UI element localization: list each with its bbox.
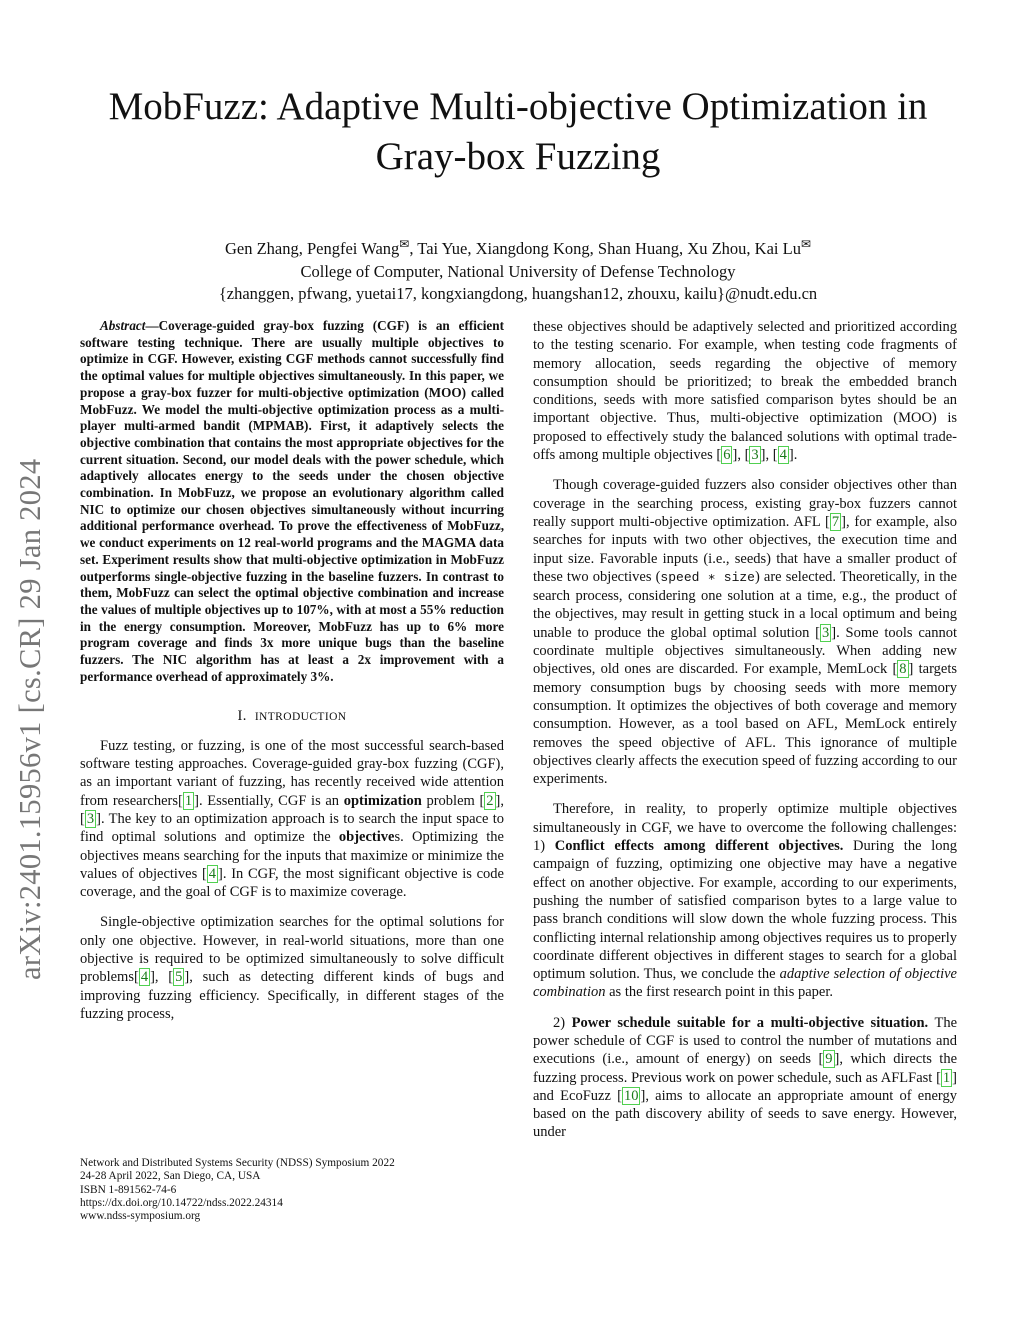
right-column [533,318,957,1154]
left-column [80,318,504,1035]
citation-link[interactable]: 3 [86,810,95,827]
citation-link[interactable]: 1 [184,792,193,809]
citation-link[interactable]: 4 [208,865,217,882]
venue-footnote: Network and Distributed Systems Security (NDSS) Symposium 2022 24-28 April 2022, San Diego, CA, USA ISBN 1-891562-74-6 https://dx.doi.org/10.14722/ndss.2022.24314 www.ndss-symposium.org [80,1157,504,1223]
section-heading-introduction: I. INTRODUCTION [237,708,347,725]
right-paragraph-1: these objectives should be adaptively selected and prioritized according to the testing scenario. For example, when testing code fragments of memory allocation, seeds regarding the objective of memory consumption should be prioritized; to break the embedded branch conditions, seeds with more satisfied comparison bytes should be an important objective. Thus, multi-objective optimization (MOO) is proposed to effectively study the balanced solutions with optimal trade-offs among multiple objectives [ 6 ], [ 3 ], [ 4 ]. [533,319,957,464]
citation-link[interactable]: 5 [175,969,183,986]
citation-link[interactable]: 3 [751,447,759,464]
author-block [40,238,996,305]
citation-link[interactable]: 10 [623,1087,639,1104]
doi-link[interactable]: https://dx.doi.org/10.14722/ndss.2022.24314 [80,1196,283,1209]
citation-link[interactable]: 6 [723,447,731,464]
right-paragraph-4: 2) Power schedule suitable for a multi-objective situation. The power schedule of CGF is used to control the number of mutations and executions (i.e., amount of energy) on seeds [ 9 ], which directs the fuzzing process. Previous work on power schedule, such as AFLFast [ 1 ] and EcoFuzz [ 10 ], aims to allocate an appropriate amount of energy based on the path discovery ability of seeds to save energy. However, under [533,1014,958,1141]
citation-link[interactable]: 1 [942,1069,951,1086]
right-paragraph-2: Though coverage-guided fuzzers also consider objectives other than coverage in the searching process, existing gray-box fuzzers cannot really support multi-objective optimization. AFL [ 7 ], for example, also searches for inputs with two other objectives, the execution time and input size. Favorable inputs (i.e., seeds) that have a smaller product of these two objectives (speed ∗ size) are selected. Theoretically, in the search process, considering one solution at a time, e.g., the product of the objectives, may result in getting stuck in a local optimum and being unable to produce the global optimal solution [ 3 ]. Some tools cannot coordinate multiple objectives simultaneously. When adding new objectives, old ones are discarded. For example, MemLock [ 8 ] targets memory consumption bugs by choosing seeds with more memory consumption. It optimizes the objectives of both coverage and memory consumption. However, as a tool based on AFL, MemLock entirely removes the speed objective of AFL. This ignorance of multiple objectives clearly affects the execution speed of fuzzing according to our experiments. [533,477,957,788]
citation-link[interactable]: 4 [140,969,149,986]
arxiv-identifier: arXiv:2401.15956v1 [cs.CR] 29 Jan 2024 [13,458,47,980]
code-expression: speed ∗ size [660,569,755,585]
intro-paragraph-1: Fuzz testing, or fuzzing, is one of the most successful search-based software testing approaches. Coverage-guided gray-box fuzzing (CGF), as an important variant of fuzzing, has recently received wide attention from researchers[ 1 ]. Essentially, CGF is an optimization problem [ 2 ], [ 3 ]. The key to an optimization approach is to search the input space to find optimal solutions and optimize the objectives. Optimizing the objectives means searching for the inputs that maximize or minimize the values of objectives [ 4 ]. In CGF, the most significant objective is code coverage, and the goal of CGF is to maximize coverage. [80,737,504,901]
citation-link[interactable]: 7 [831,513,840,530]
abstract: Abstract—Coverage-guided gray-box fuzzing (CGF) is an efficient software testing technique. There are usually multiple objectives to optimize in CGF. However, existing CGF methods cannot successfully find the optimal values for multiple objectives simultaneously. In this paper, we propose a gray-box fuzzer for multi-objective optimization (MOO) called MobFuzz. We model the multi-objective optimization process as a multi-player multi-armed bandit (MPMAB). First, it adaptively selects the objective combination that contains the most appropriate objectives for the current situation. Second, our model deals with the power schedule, which adaptively allocates energy to the seeds under the chosen objective combination. In MobFuzz, we propose an evolutionary algorithm called NIC to optimize our chosen objectives simultaneously without incurring additional performance overhead. To prove the effectiveness of MobFuzz, we conduct experiments on 12 real-world programs and the MAGMA data set. Experiment results show that multi-objective optimization in MobFuzz outperforms single-objective fuzzing in the baseline fuzzers. In contrast to them, MobFuzz can select the optimal objective combination and increase the values of multiple objectives up to 107%, with at most a 55% reduction in the energy consumption. Moreover, MobFuzz has up to 6% more program coverage and finds 3x more unique bugs than the baseline fuzzers. The NIC algorithm has at least a 2x improvement with a performance overhead of approximately 3%. [80,318,504,684]
envelope-icon: ✉ [800,237,812,251]
author-list: Gen Zhang, Pengfei Wang✉, Tai Yue, Xiangdong Kong, Shan Huang, Xu Zhou, Kai Lu✉ [224,237,812,258]
paper-title: MobFuzz: Adaptive Multi-objective Optimization in Gray-box Fuzzing [108,85,928,178]
citation-link[interactable]: 8 [899,661,907,678]
citation-link[interactable]: 3 [822,624,830,641]
website-link[interactable]: www.ndss-symposium.org [80,1210,201,1223]
author-emails: {zhanggen, pfwang, yuetai17, kongxiangdong, huangshan12, zhouxu, kailu}@nudt.edu.cn [218,284,818,303]
envelope-icon: ✉ [399,237,410,251]
right-paragraph-3: Therefore, in reality, to properly optimize multiple objectives simultaneously in CGF, we have to overcome the following challenges: 1) Conflict effects among different objectives. During the long campaign of fuzzing, optimizing one objective may have a negative effect on another objective. For example, according to our experiments, pushing the number of satisfied comparison bytes to a large value to pass branch conditions will slow down the whole fuzzing process. This conflicting internal relationship among objectives requires us to properly coordinate different objectives in different stages to search for a global optimum solution. Thus, we conclude the adaptive selection of objective combination as the first research point in this paper. [533,801,957,1001]
citation-link[interactable]: 2 [486,792,494,809]
abstract-label: Abstract [100,318,146,333]
affiliation: College of Computer, National University of Defense Technology [300,262,736,281]
citation-link[interactable]: 4 [779,447,787,464]
intro-paragraph-2: Single-objective optimization searches for the optimal solutions for only one objective. However, in real-world situations, more than one objective is required to be optimized simultaneously to solve difficult problems[ 4 ], [ 5 ], such as detecting different kinds of bugs and improving fuzzing efficiency. Specifically, in different stages of the fuzzing process, [80,914,504,1022]
citation-link[interactable]: 9 [825,1051,833,1068]
